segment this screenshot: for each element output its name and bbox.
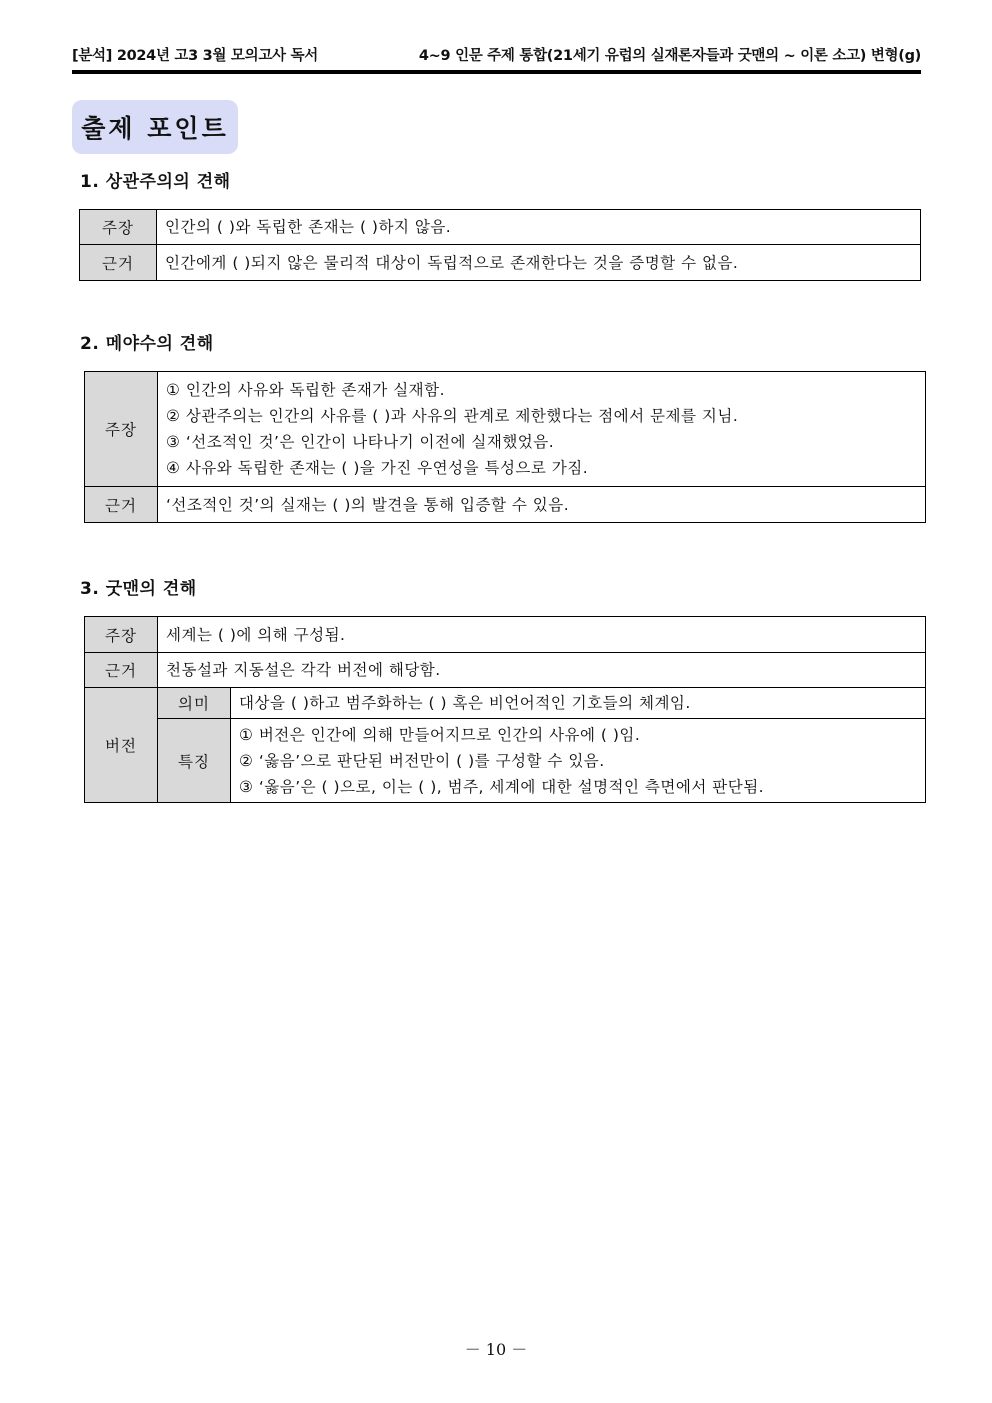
section-3-title: 3. 굿맨의 견해 [80,579,197,599]
content-line: ‘선조적인 것’의 실재는 ( )의 발견을 통해 입증할 수 있음. [166,495,570,514]
row-label: 주장 [80,210,157,245]
feature-content [231,719,926,803]
row-label: 근거 [85,653,158,688]
section-1-title: 1. 상관주의의 견해 [80,172,231,192]
header-left: [분석] 2024년 고3 3월 모의고사 독서 [72,48,318,64]
section-2-title: 2. 메야수의 견해 [80,334,214,354]
content-line: ④ 사유와 독립한 존재는 ( )을 가진 우연성을 특성으로 가짐. [166,459,589,477]
content-line: ③ ‘옳음’은 ( )으로, 이는 ( ), 범주, 세계에 대한 설명적인 측면에서 판단됨. [239,777,765,796]
feature-label: 특징 [158,719,231,803]
page-header [72,44,921,74]
table-row [80,210,921,245]
content-line: 천동설과 지동설은 각각 버전에 해당함. [166,661,441,679]
table-row [85,688,926,719]
section-badge: 출제 포인트 [72,100,238,154]
content-line: 대상을 ( )하고 범주화하는 ( ) 혹은 비언어적인 기호들의 체계임. [239,694,691,712]
row-label: 근거 [80,245,157,281]
row-content [158,372,926,487]
content-line: ① 인간의 사유와 독립한 존재가 실재함. [166,381,446,399]
row-label: 주장 [85,372,158,487]
table-row [85,487,926,523]
row-label: 근거 [85,487,158,523]
row-content [158,653,926,688]
table-row [80,245,921,281]
version-label: 버전 [85,688,158,803]
section-3-table [84,616,926,803]
table-row [85,617,926,653]
content-line: ② ‘옳음’으로 판단된 버전만이 ( )를 구성할 수 있음. [239,751,605,770]
table-row [85,719,926,803]
header-right: 4~9 인문 주제 통합(21세기 유럽의 실재론자들과 굿맨의 ~ 이론 소고) 변형(g) [418,48,921,64]
content-line: ② 상관주의는 인간의 사유를 ( )과 사유의 관계로 제한했다는 점에서 문제를 지님. [166,407,739,425]
content-line: 인간에게 ( )되지 않은 물리적 대상이 독립적으로 존재한다는 것을 증명할 수 없음. [165,253,739,272]
content-line: ① 버전은 인간에 의해 만들어지므로 인간의 사유에 ( )임. [239,725,641,744]
row-content [157,245,921,281]
table-row [85,653,926,688]
row-label: 주장 [85,617,158,653]
page-number: － 10 － [464,1340,528,1359]
row-content [157,210,921,245]
table-row [85,372,926,487]
section-1-table [79,209,921,281]
meaning-content [231,688,926,719]
section-2-table [84,371,926,523]
meaning-label: 의미 [158,688,231,719]
content-line: 인간의 ( )와 독립한 존재는 ( )하지 않음. [165,218,452,236]
content-line: ③ ‘선조적인 것’은 인간이 나타나기 이전에 실재했었음. [166,433,555,451]
row-content [158,617,926,653]
content-line: 세계는 ( )에 의해 구성됨. [166,625,346,644]
row-content [158,487,926,523]
